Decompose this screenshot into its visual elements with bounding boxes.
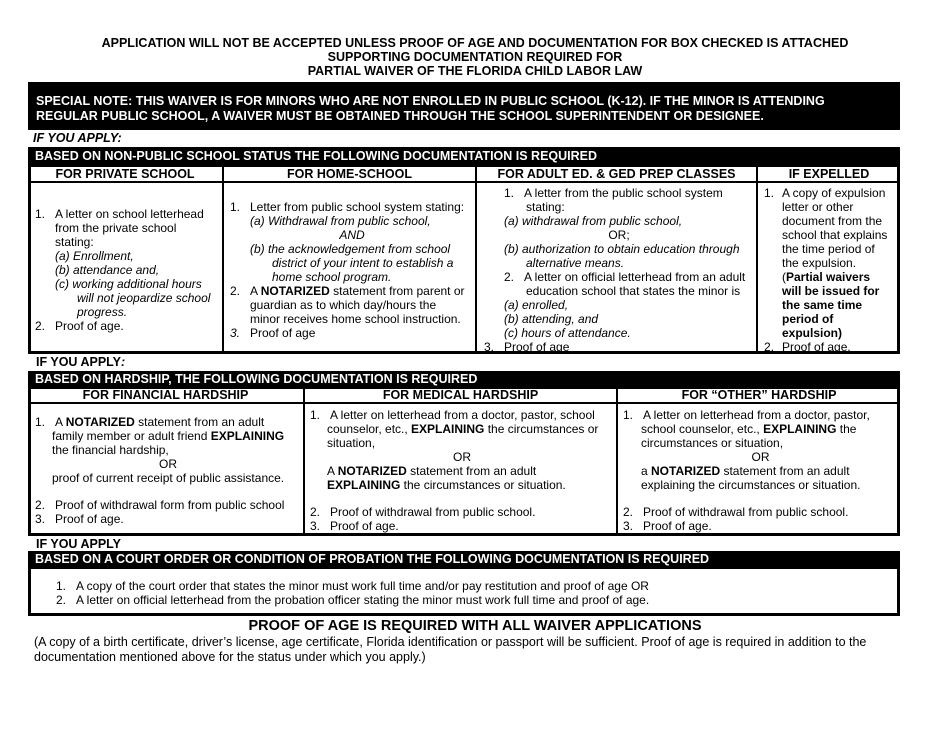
section1-divider-2 [475,164,477,354]
header-financial-hardship: FOR FINANCIAL HARDSHIP [82,388,249,402]
section1-divider-3 [756,164,758,354]
section1-bar: BASED ON NON-PUBLIC SCHOOL STATUS THE FOLLOWING DOCUMENTATION IS REQUIRED [28,147,900,165]
section3-if-you-apply: IF YOU APPLY [36,537,121,551]
header-line-2: SUPPORTING DOCUMENTATION REQUIRED FOR [327,50,623,64]
proof-of-age-text: (A copy of a birth certificate, driver’s license, age certificate, Florida identification or passport will be sufficient. Proof of age is required in addition to the documentation mentioned above for the status under which you apply.) [34,635,867,664]
header-expelled: IF EXPELLED [788,167,870,181]
special-note-box [28,82,900,130]
section2-if-you-apply: IF YOU APPLY: [36,355,126,369]
private-school-cell: 1. A letter on school letterhead from the private school stating: (a) Enrollment, (b) attendance and, (c) working additional hours will not jeopardize school progress. 2. Proof of age. [35,207,211,333]
header-line-1: APPLICATION WILL NOT BE ACCEPTED UNLESS PROOF OF AGE AND DOCUMENTATION FOR BOX CHECKED IS ATTACHED [101,36,849,50]
special-note-line-1: SPECIAL NOTE: THIS WAIVER IS FOR MINORS WHO ARE NOT ENROLLED IN PUBLIC SCHOOL (K-12). IF THE MINOR IS ATTENDING [36,94,825,108]
section2-divider-1 [303,386,305,536]
court-order-cell: 1. A copy of the court order that states the minor must work full time and/or pay restitution and proof of age OR 2. A letter on official letterhead from the probation officer stating the minor must work full time and proof of age. [56,579,650,607]
medical-hardship-cell: 1. A letter on letterhead from a doctor, pastor, school counselor, etc., EXPLAINING the circumstances or situation, OR A NOTARIZED statement from an adult EXPLAINING the circumstances or situation. 2. Proof of withdrawal from public school. 3. Proof of age. [310,408,599,533]
section2-bar: BASED ON HARDSHIP, THE FOLLOWING DOCUMENTATION IS REQUIRED [28,371,900,387]
other-hardship-cell: 1. A letter on letterhead from a doctor, pastor, school counselor, etc., EXPLAINING the circumstances or situation, OR a NOTARIZED statement from an adult explaining the circumstances or situation. 2. Proof of withdrawal from public school. 3. Proof of age. [623,408,870,533]
header-home-school: FOR HOME-SCHOOL [287,167,412,181]
financial-hardship-cell: 1. A NOTARIZED statement from an adult family member or adult friend EXPLAINING the financial hardship, OR proof of current receipt of public assistance. 2. Proof of withdrawal form from public school 3. Proof of age. [35,415,285,526]
special-note-line-2: REGULAR PUBLIC SCHOOL, A WAIVER MUST BE OBTAINED THROUGH THE SCHOOL SUPERINTENDENT OR DESIGNEE. [36,109,764,123]
header-private-school: FOR PRIVATE SCHOOL [55,167,195,181]
adult-ed-cell: 1. A letter from the public school system stating: (a) withdrawal from public school, OR; (b) authorization to obtain education through alternative means. 2. A letter on official letterhead from an adult education school that states the minor is (a) enrolled, (b) attending, and (c) hours of attendance. 3. Proof of age [484,186,746,354]
header-adult-ed: FOR ADULT ED. & GED PREP CLASSES [497,167,736,181]
header-other-hardship: FOR “OTHER” HARDSHIP [681,388,837,402]
header-medical-hardship: FOR MEDICAL HARDSHIP [382,388,539,402]
expelled-cell: 1. A copy of expulsion letter or other document from the school that explains the time period of the expulsion. (Partial waivers will be issued for the same time period of expulsion) 2. Proof of age. [764,186,888,354]
proof-of-age-heading: PROOF OF AGE IS REQUIRED WITH ALL WAIVER APPLICATIONS [248,618,702,634]
home-school-cell: 1. Letter from public school system stating: (a) Withdrawal from public school, AND (b) the acknowledgement from school district of your intent to establish a home school program. 2. A NOTARIZED statement from parent or guardian as to which day/hours the minor receives home school instruction. 3. Proof of age [230,200,465,340]
section1-divider-1 [222,164,224,354]
section1-if-you-apply: IF YOU APPLY: [33,131,122,145]
section2-divider-2 [616,386,618,536]
header-line-3: PARTIAL WAIVER OF THE FLORIDA CHILD LABOR LAW [307,64,643,78]
section3-bar: BASED ON A COURT ORDER OR CONDITION OF PROBATION THE FOLLOWING DOCUMENTATION IS REQUIRED [28,551,900,567]
